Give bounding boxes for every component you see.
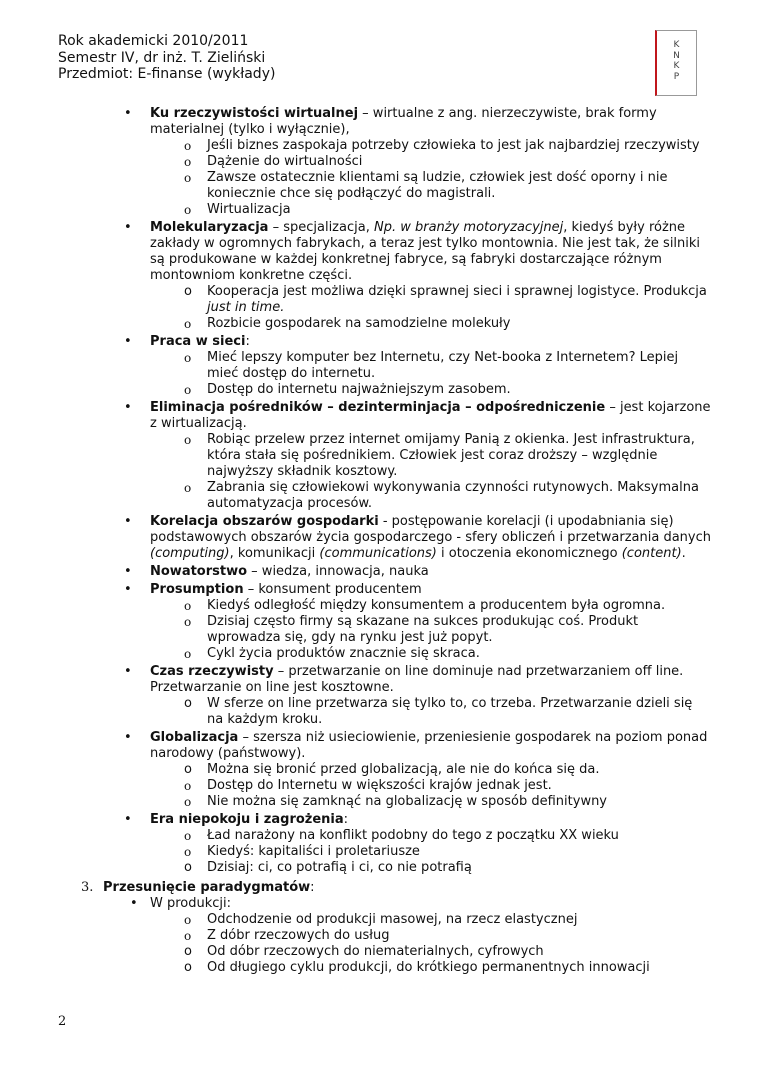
sub-item: Dostęp do internetu najważniejszym zasobem. (207, 382, 511, 397)
circle-marker: o (184, 929, 192, 943)
circle-marker: o (184, 829, 192, 843)
circle-marker: o (184, 913, 192, 927)
page-number: 2 (58, 1014, 67, 1029)
sub-item: Wirtualizacja (207, 202, 291, 217)
sub-item: Kiedyś: kapitaliści i proletariusze (207, 844, 420, 859)
bullet-marker: • (124, 564, 132, 579)
sub-item: która stała się pośrednikiem. Człowiek jest coraz droższy – względnie (207, 448, 658, 463)
sub-item: Mieć lepszy komputer bez Internetu, czy Net-booka z Internetem? Lepiej (207, 350, 679, 365)
sub-item: Dzisiaj: ci, co potrafią i ci, co nie potrafią (207, 860, 472, 875)
logo-letter: K (673, 61, 680, 71)
circle-marker: o (184, 203, 192, 217)
sub-item: automatyzacja procesów. (207, 496, 373, 511)
list-item-text: są produkowane w każdej konkretnej fabryce, są fabryki dostarczające różnym (150, 252, 662, 267)
circle-marker: o (184, 762, 192, 777)
list-item-heading: Nowatorstwo – wiedza, innowacja, nauka (150, 564, 429, 579)
numbered-heading: Przesunięcie paradygmatów: (103, 880, 315, 895)
list-item-heading: Era niepokoju i zagrożenia: (150, 812, 349, 827)
list-item-text: materialnej (tylko i wyłącznie), (150, 122, 350, 137)
circle-marker: o (184, 284, 192, 299)
sub-item: Odchodzenie od produkcji masowej, na rzecz elastycznej (207, 912, 578, 927)
sub-item: Nie można się zamknąć na globalizację w sposób definitywny (207, 794, 608, 809)
sub-item: Można się bronić przed globalizacją, ale nie do końca się da. (207, 762, 600, 777)
circle-marker: o (184, 795, 192, 809)
list-item-heading: Czas rzeczywisty – przetwarzanie on line dominuje nad przetwarzaniem off line. (150, 664, 684, 679)
circle-marker: o (184, 845, 192, 859)
list-item-text: montowniom konkretne części. (150, 268, 353, 283)
list-item-heading: Praca w sieci: (150, 334, 250, 349)
bullet-marker: • (124, 400, 132, 415)
bullet-marker: • (124, 664, 132, 679)
list-item-heading: Prosumption – konsument producentem (150, 582, 422, 597)
list-item-heading: Globalizacja – szersza niż usieciowienie, przeniesienie gospodarek na poziom ponad (150, 730, 708, 745)
bullet-marker: • (124, 106, 132, 121)
sub-item: Zabrania się człowiekowi wykonywania czynności rutynowych. Maksymalna (207, 480, 699, 495)
sub-item: Z dóbr rzeczowych do usług (207, 928, 390, 943)
bullet-marker: • (124, 582, 132, 597)
circle-marker: o (184, 647, 192, 661)
sub-item: Od dóbr rzeczowych do niematerialnych, cyfrowych (207, 944, 544, 959)
bullet-marker: • (124, 730, 132, 745)
list-item-heading: Eliminacja pośredników – dezinterminjacja – odpośredniczenie – jest kojarzone (150, 400, 711, 415)
sub-item: Kiedyś odległość między konsumentem a producentem była ogromna. (207, 598, 666, 613)
header-subject: Przedmiot: E-finanse (wykłady) (58, 66, 276, 82)
document-header (58, 33, 275, 83)
sub-item: Cykl życia produktów znacznie się skraca. (207, 646, 480, 661)
list-item-text: narodowy (państwowy). (150, 746, 306, 761)
circle-marker: o (184, 960, 192, 975)
circle-marker: o (184, 317, 192, 331)
sub-item: Zawsze ostatecznie klientami są ludzie, człowiek jest dość oporny i nie (207, 170, 668, 185)
circle-marker: o (184, 481, 192, 495)
list-item-heading: Molekularyzacja – specjalizacja, Np. w branży motoryzacyjnej, kiedyś były różne (150, 220, 686, 235)
sub-item: koniecznie chce się podłączyć do magistrali. (207, 186, 496, 201)
header-academic-year: Rok akademicki 2010/2011 (58, 33, 249, 49)
sub-item: just in time. (207, 300, 285, 315)
sub-item: najwyższy składnik kosztowy. (207, 464, 398, 479)
circle-marker: o (184, 155, 192, 169)
sub-item: Od długiego cyklu produkcji, do krótkiego permanentnych innowacji (207, 960, 650, 975)
sub-item: Rozbicie gospodarek na samodzielne molekuły (207, 316, 511, 331)
bullet-marker: • (124, 220, 132, 235)
list-item-heading: Ku rzeczywistości wirtualnej – wirtualne z ang. nierzeczywiste, brak formy (150, 106, 657, 121)
sub-item: W sferze on line przetwarza się tylko to, co trzeba. Przetwarzanie dzieli się (207, 696, 693, 711)
bullet-marker: • (124, 514, 132, 529)
logo-letter: K (673, 40, 680, 50)
sub-item: wprowadza się, gdy na rynku jest już popyt. (207, 630, 493, 645)
sub-item: Dzisiaj często firmy są skazane na sukces produkując coś. Produkt (207, 614, 639, 629)
list-item-heading: Korelacja obszarów gospodarki - postępowanie korelacji (i upodabniania się) (150, 514, 674, 529)
list-item-text: W produkcji: (150, 896, 232, 911)
circle-marker: o (184, 615, 192, 629)
circle-marker: o (184, 351, 192, 365)
bullet-marker: • (130, 896, 138, 911)
circle-marker: o (184, 383, 192, 397)
bullet-marker: • (124, 334, 132, 349)
sub-item: mieć dostęp do internetu. (207, 366, 376, 381)
header-semester: Semestr IV, dr inż. T. Zieliński (58, 49, 266, 66)
circle-marker: o (184, 944, 192, 959)
circle-marker: o (184, 696, 192, 711)
number-marker: 3. (81, 880, 94, 895)
sub-item: Dążenie do wirtualności (207, 154, 363, 169)
circle-marker: o (184, 171, 192, 185)
knkp-logo (655, 30, 697, 96)
sub-item: Kooperacja jest możliwa dzięki sprawnej sieci i sprawnej logistyce. Produkcja (207, 284, 707, 299)
logo-letter: N (673, 50, 680, 61)
circle-marker: o (184, 779, 192, 793)
circle-marker: o (184, 433, 192, 447)
sub-item: Robiąc przelew przez internet omijamy Panią z okienka. Jest infrastruktura, (207, 432, 695, 447)
circle-marker: o (184, 139, 192, 153)
logo-letter: P (673, 71, 680, 82)
sub-item: na każdym kroku. (207, 712, 323, 727)
list-item-text: z wirtualizacją. (150, 416, 247, 431)
bullet-marker: • (124, 812, 132, 827)
list-item-text: (computing), komunikacji (communications) i otoczenia ekonomicznego (content). (150, 546, 686, 561)
sub-item: Jeśli biznes zaspokaja potrzeby człowieka to jest jak najbardziej rzeczywisty (207, 138, 700, 153)
circle-marker: o (184, 599, 192, 613)
sub-item: Dostęp do Internetu w większości krajów jednak jest. (207, 778, 552, 793)
sub-item: Ład narażony na konflikt podobny do tego z początku XX wieku (207, 828, 619, 843)
circle-marker: o (184, 860, 192, 875)
list-item-text: zakłady w ogromnych fabrykach, a teraz jest tylko montownia. Nie jest tak, że silniki (150, 236, 701, 251)
list-item-text: podstawowych obszarów życia gospodarczego - sfery obliczeń i przetwarzania danych (150, 530, 712, 545)
list-item-text: Przetwarzanie on line jest kosztowne. (150, 680, 394, 695)
